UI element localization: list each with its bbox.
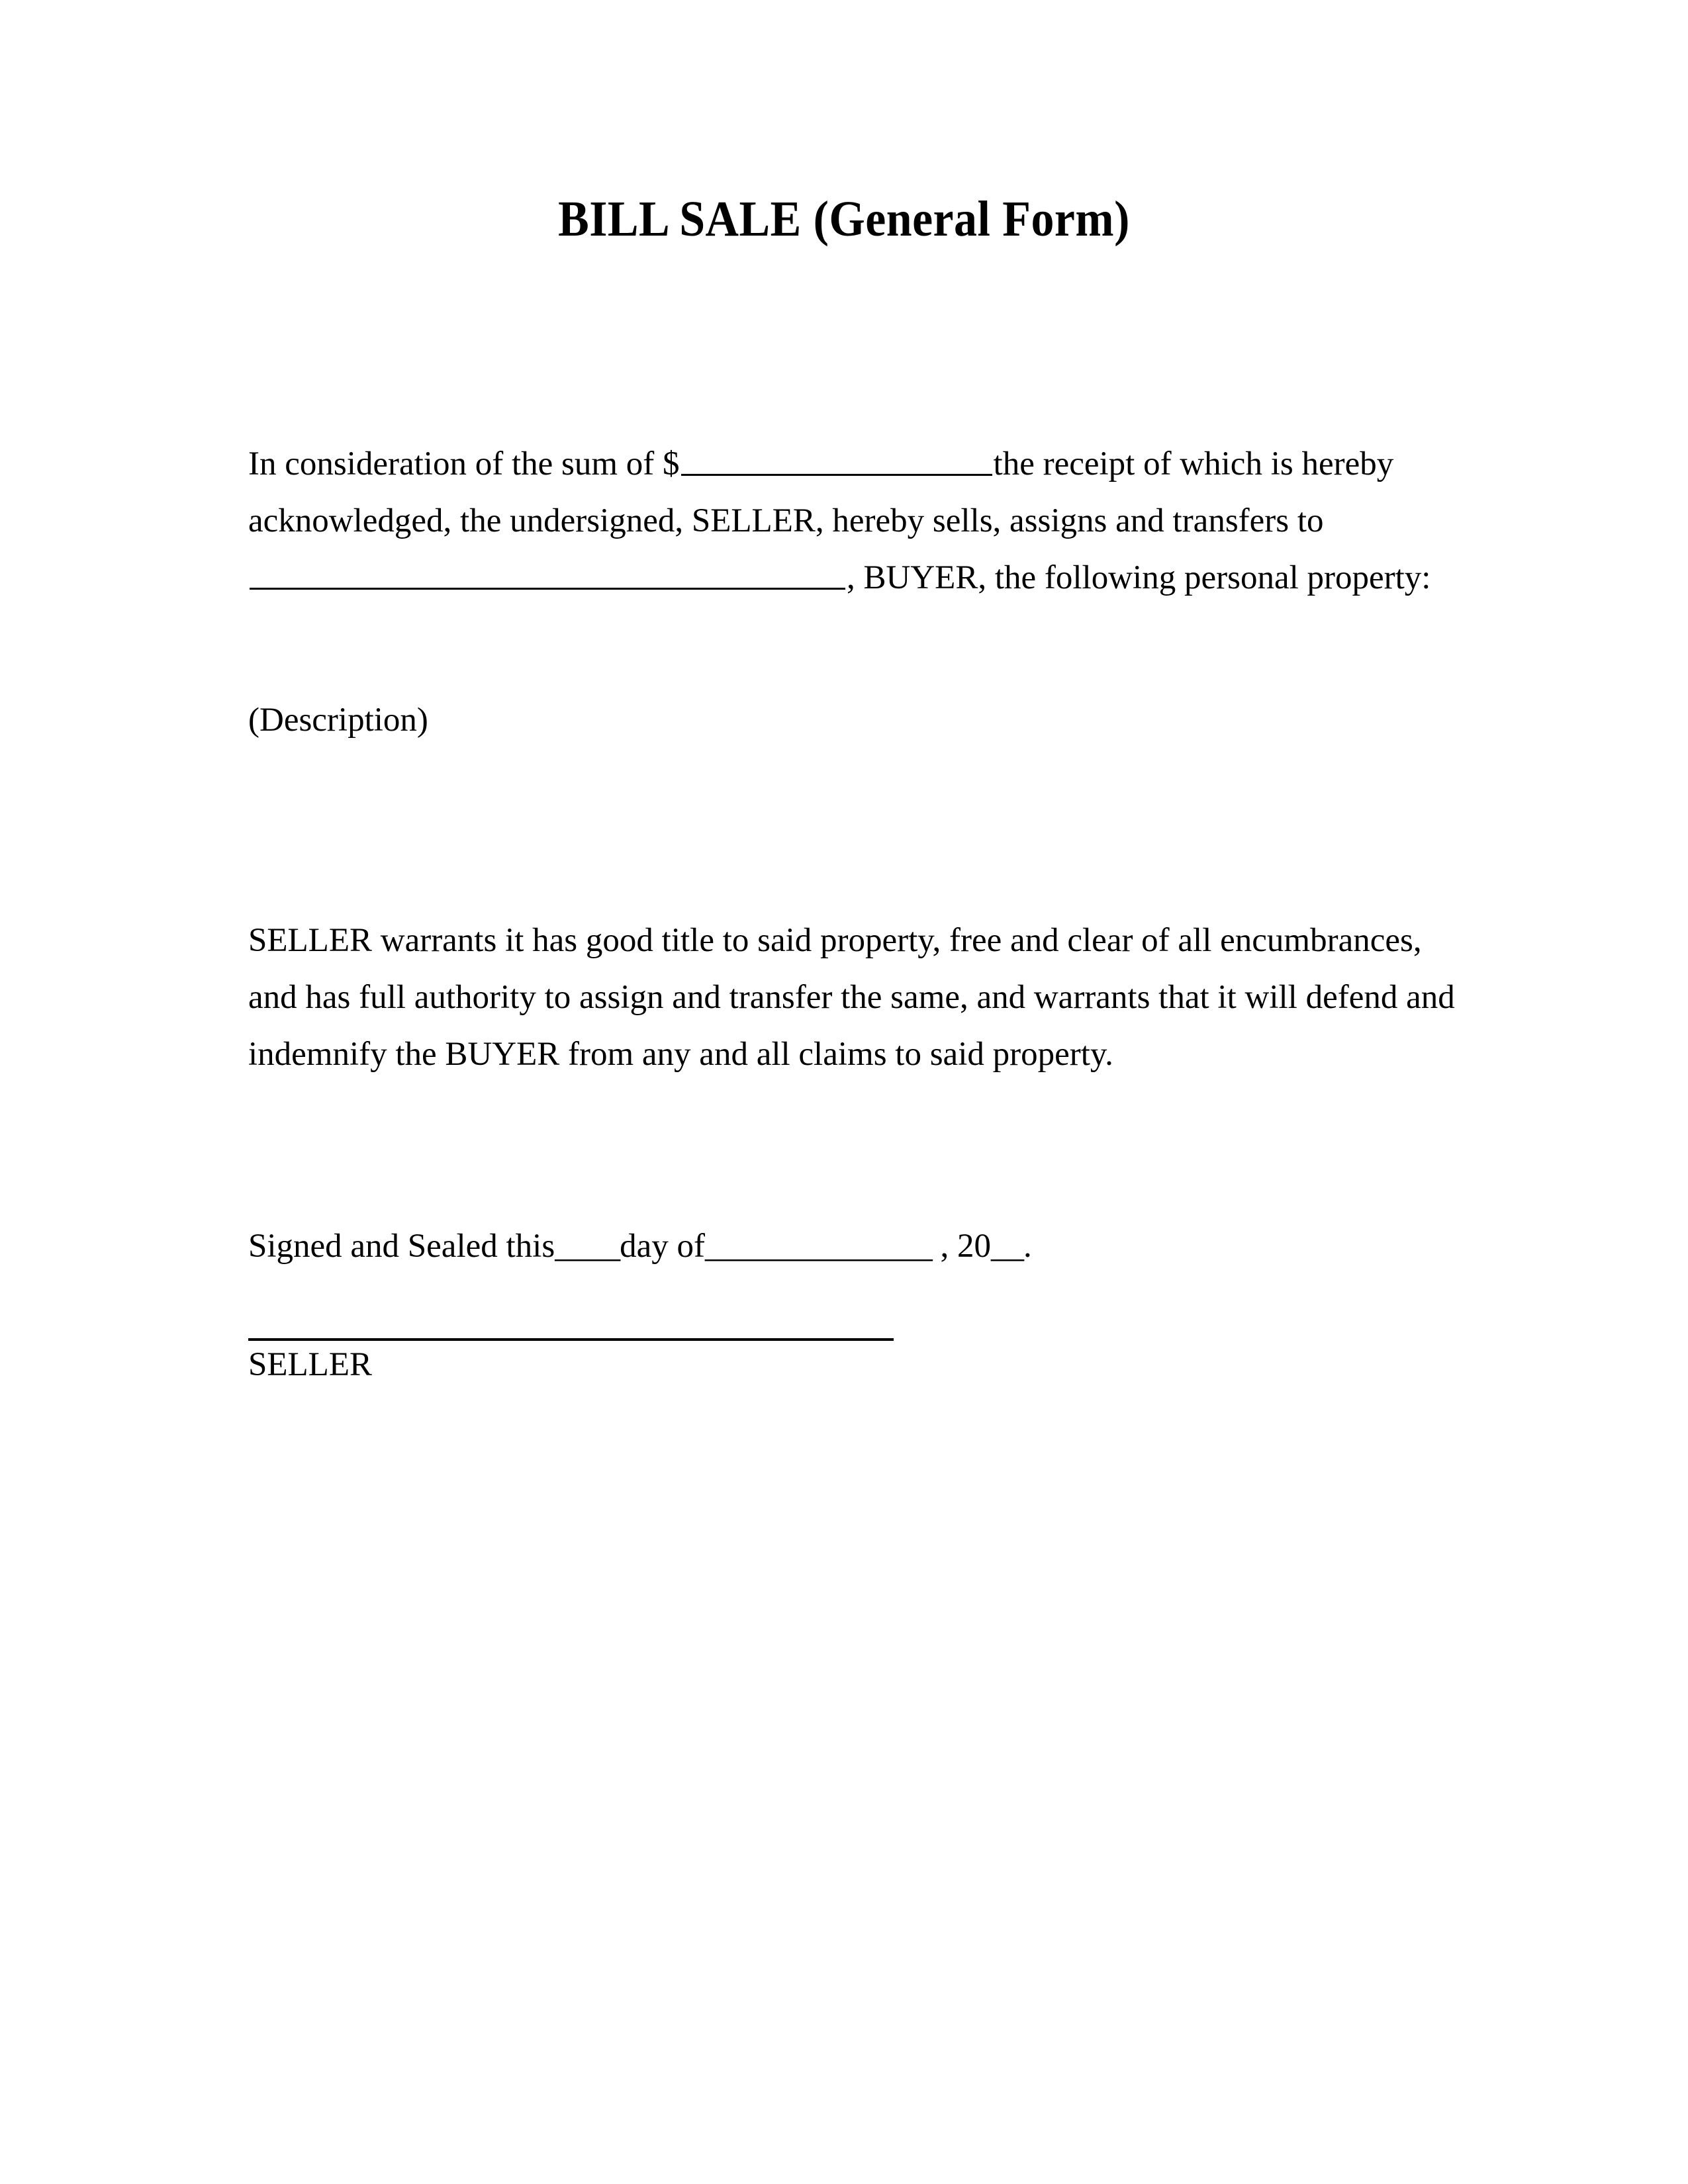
description-label-text: (Description) (248, 702, 428, 739)
seller-signature-label: SELLER (248, 1346, 372, 1383)
seller-signature-area (248, 1338, 1390, 1386)
warranty-line-2-text: and has full authority to assign and transfer the same, and warrants that it will defend and (248, 979, 1455, 1016)
description-label (248, 692, 1390, 749)
warranty-line-2 (248, 969, 1455, 1026)
signed-middle: day of (620, 1228, 705, 1265)
consideration-line-1 (248, 435, 1394, 492)
signed-prefix: Signed and Sealed this (248, 1228, 555, 1265)
consideration-line-1-suffix: the receipt of which is hereby (993, 445, 1394, 482)
consideration-line-3-suffix: , BUYER, the following personal property: (847, 559, 1431, 596)
consideration-line-2-text: acknowledged, the undersigned, SELLER, hereby sells, assigns and transfers to (248, 502, 1324, 539)
signed-and-sealed-line (248, 1218, 1390, 1275)
warranty-line-1 (248, 912, 1422, 969)
seller-signature-line[interactable] (248, 1338, 894, 1341)
year-blank-field[interactable]: __ (990, 1228, 1023, 1265)
page-title: BILL SALE (General Form) (558, 191, 1130, 247)
amount-blank-field[interactable] (681, 443, 992, 476)
buyer-name-blank-field[interactable] (250, 557, 845, 590)
warranty-line-3 (248, 1026, 1390, 1083)
warranty-line-1-text: SELLER warrants it has good title to said property, free and clear of all encumbrances, (248, 922, 1422, 959)
day-blank-field[interactable]: ____ (555, 1228, 620, 1265)
warranty-line-3-text: indemnify the BUYER from any and all claims to said property. (248, 1036, 1113, 1073)
consideration-paragraph (248, 435, 1431, 606)
consideration-line-1-prefix: In consideration of the sum of $ (248, 445, 680, 482)
warranty-paragraph (248, 912, 1455, 1083)
month-blank-field[interactable]: ______________ (704, 1228, 932, 1265)
signed-period: . (1023, 1228, 1032, 1265)
consideration-line-3 (248, 549, 1431, 606)
signed-suffix: , 20 (931, 1228, 991, 1265)
consideration-line-2 (248, 492, 1390, 549)
